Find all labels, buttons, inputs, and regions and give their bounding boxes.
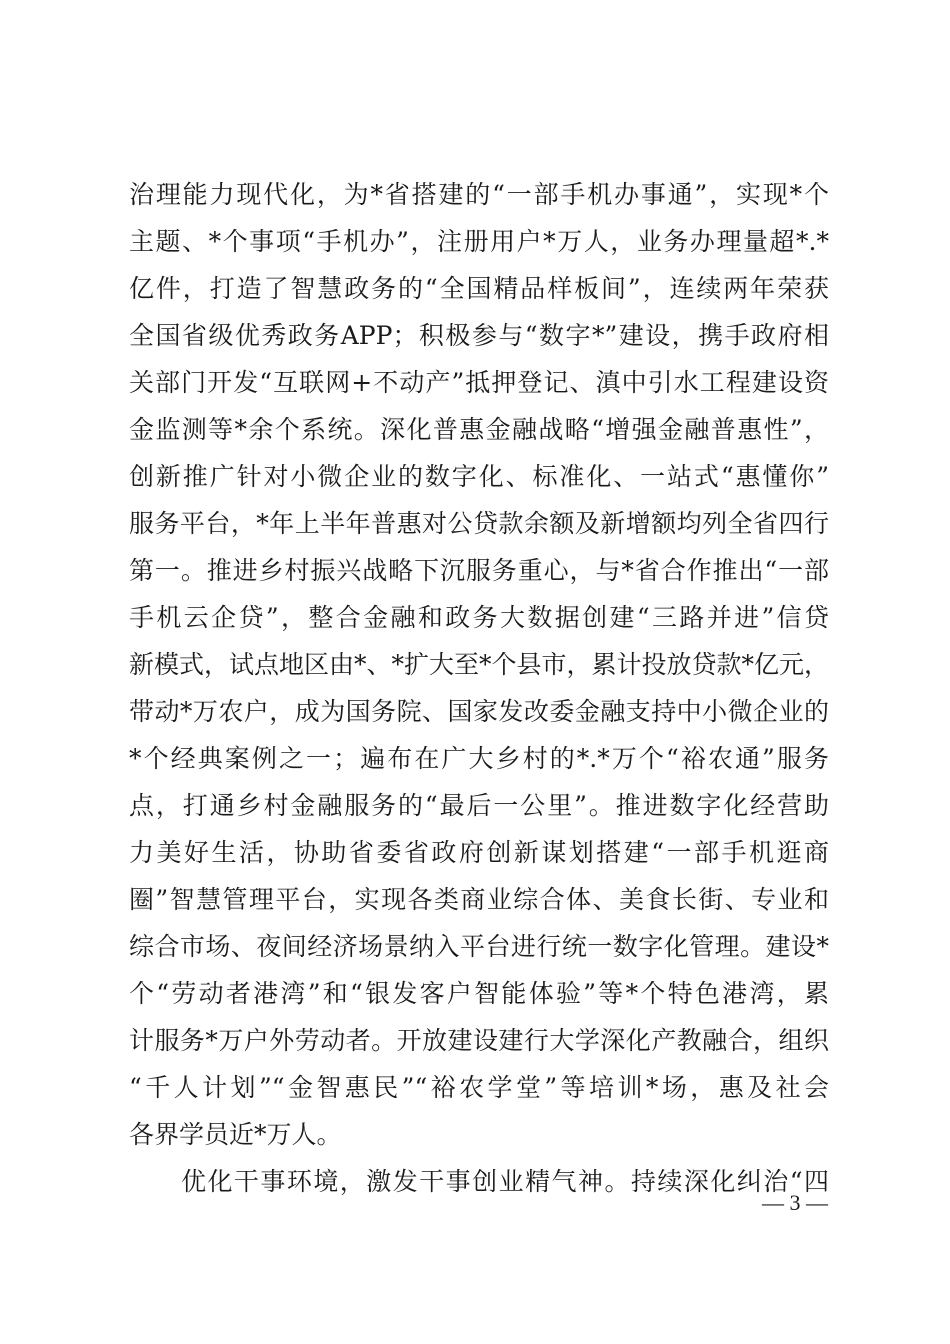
paragraph-2-line: 优化干事环境，激发干事创业精气神。持续深化纠治“四: [181, 1167, 829, 1196]
paragraph-line: 治理能力现代化，为*省搭建的“一部手机办事通”，实现*个: [129, 180, 829, 209]
paragraph-line: 金监测等*余个系统。深化普惠金融战略“增强金融普惠性”，: [129, 415, 829, 444]
paragraph-line: “千人计划”“金智惠民”“裕农学堂”等培训*场，惠及社会: [129, 1073, 829, 1102]
paragraph-line: 带动*万农户，成为国务院、国家发改委金融支持中小微企业的: [129, 697, 829, 726]
paragraph-line: 关部门开发“互联网+不动产”抵押登记、滇中引水工程建设资: [129, 368, 829, 397]
paragraph-line: 各界学员近*万人。: [129, 1120, 342, 1149]
paragraph-line: 主题、*个事项“手机办”，注册用户*万人，业务办理量超*.*: [129, 227, 829, 256]
paragraph-line: 服务平台，*年上半年普惠对公贷款余额及新增额均列全省四行: [129, 509, 829, 538]
paragraph-line: 力美好生活，协助省委省政府创新谋划搭建“一部手机逛商: [129, 838, 829, 867]
paragraph-line: 个“劳动者港湾”和“银发客户智能体验”等*个特色港湾，累: [129, 979, 829, 1008]
paragraph-line: 计服务*万户外劳动者。开放建设建行大学深化产教融合，组织: [129, 1026, 829, 1055]
paragraph-line: 全国省级优秀政务APP；积极参与“数字*”建设，携手政府相: [129, 321, 829, 350]
paragraph-line: 第一。推进乡村振兴战略下沉服务重心，与*省合作推出“一部: [129, 556, 829, 585]
paragraph-line: *个经典案例之一；遍布在广大乡村的*.*万个“裕农通”服务: [129, 744, 829, 773]
paragraph-line: 点，打通乡村金融服务的“最后一公里”。推进数字化经营助: [129, 791, 829, 820]
paragraph-line: 新模式，试点地区由*、*扩大至*个县市，累计投放贷款*亿元，: [129, 650, 830, 679]
paragraph-line: 亿件，打造了智慧政务的“全国精品样板间”，连续两年荣获: [129, 274, 829, 303]
paragraph-line: 圈”智慧管理平台，实现各类商业综合体、美食长街、专业和: [129, 885, 829, 914]
paragraph-line: 手机云企贷”，整合金融和政务大数据创建“三路并进”信贷: [129, 603, 829, 632]
paragraph-line: 创新推广针对小微企业的数字化、标准化、一站式“惠懂你”: [129, 462, 829, 491]
paragraph-line: 综合市场、夜间经济场景纳入平台进行统一数字化管理。建设*: [129, 932, 829, 961]
page-number: — 3 —: [762, 1190, 828, 1215]
